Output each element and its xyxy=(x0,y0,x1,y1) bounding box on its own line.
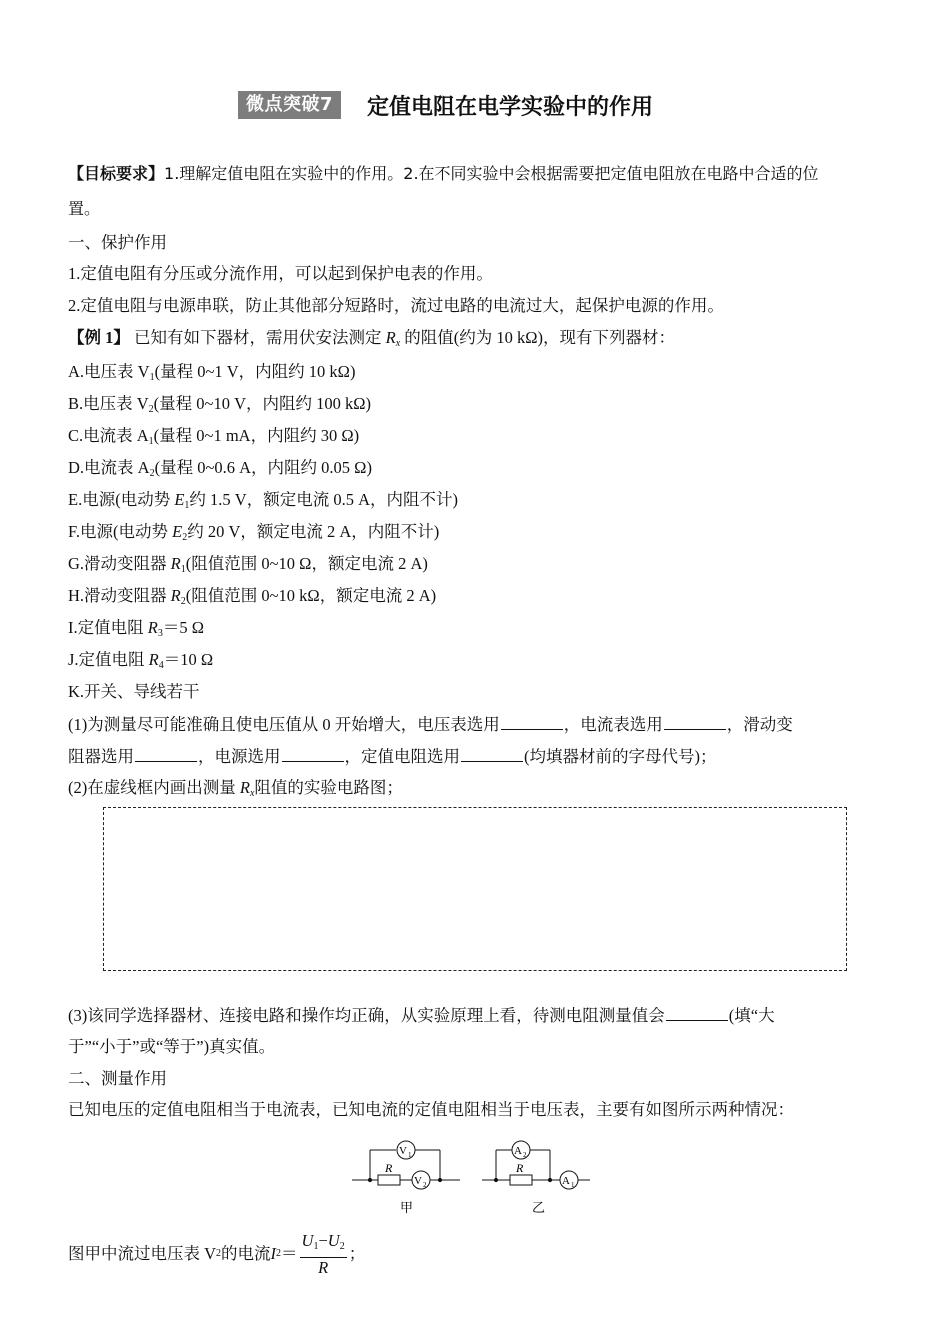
question-3-line-2: 于”“小于”或“等于”)真实值。 xyxy=(68,1037,276,1056)
item-D: D.电流表 $A_2$(量程 0~0.6 A，内阻约 0.05 Ω) xyxy=(68,458,372,479)
section1-point-2: 2.定值电阻与电源串联，防止其他部分短路时，流过电路的电流过大，起保护电源的作用。 xyxy=(68,296,724,315)
item-F: F.电源(电动势 $E_2$约 20 V，额定电流 2 A，内阻不计) xyxy=(68,522,440,543)
page-title: 定值电阻在电学实验中的作用 xyxy=(367,94,654,120)
item-E: E.电源(电动势 $E_1$约 1.5 V，额定电流 0.5 A，内阻不计) xyxy=(68,490,458,511)
var-x: x xyxy=(395,338,401,349)
section2-heading: 二、测量作用 xyxy=(68,1069,167,1088)
answer-blank-rheostat[interactable] xyxy=(135,745,197,762)
v1-label: V xyxy=(399,1145,407,1157)
answer-blank-ammeter[interactable] xyxy=(664,713,726,730)
question-1-line-1: (1)为测量尽可能准确且使电压值从 0 开始增大，电压表选用 ，电流表选用 ，滑动变 xyxy=(68,715,793,734)
goal-line-2: 置。 xyxy=(68,199,101,218)
svg-text:1: 1 xyxy=(571,1181,575,1189)
section1-point-1: 1.定值电阻有分压或分流作用，可以起到保护电表的作用。 xyxy=(68,264,493,283)
answer-blank-voltmeter[interactable] xyxy=(501,713,563,730)
example-intro-a: 已知有如下器材，需用伏安法测定 xyxy=(129,328,386,347)
circuit-figures xyxy=(350,1136,595,1220)
example-intro-b: 的阻值(约为 10 kΩ)，现有下列器材： xyxy=(400,328,676,347)
a1-label: A xyxy=(562,1175,570,1187)
example-tag: 【例 1】 xyxy=(68,328,130,347)
item-I: I.定值电阻 $R_3=5$ Ω xyxy=(68,618,204,639)
svg-text:1: 1 xyxy=(408,1151,412,1159)
item-C: C.电流表 $A_1$(量程 0~1 mA，内阻约 30 Ω) xyxy=(68,426,360,447)
goal-text-1: 1.理解定值电阻在实验中的作用。2.在不同实验中会根据需要把定值电阻放在电路中合适的位 xyxy=(164,164,819,183)
example-intro xyxy=(68,327,675,355)
item-J: J.定值电阻 $R_4=10$ Ω xyxy=(68,650,214,671)
current-fraction: $\frac{U_1-U_2}{R}$ xyxy=(301,1230,345,1277)
answer-blank-comparison[interactable] xyxy=(666,1004,728,1021)
svg-text:2: 2 xyxy=(523,1151,527,1159)
r-label-left: R xyxy=(385,1161,393,1175)
question-3-line-1: (3)该同学选择器材、连接电路和操作均正确，从实验原理上看，待测电阻测量值会 (填“大 xyxy=(68,1006,775,1025)
goal-line-1 xyxy=(68,163,819,185)
question-1-line-2: 阻器选用 ，电源选用 ，定值电阻选用 (均填器材前的字母代号)； xyxy=(68,747,717,766)
a2-label: A xyxy=(514,1145,522,1157)
section-badge: 微点突破7 xyxy=(238,91,341,119)
figure-label-yi: 乙 xyxy=(532,1200,546,1215)
item-G: G.滑动变阻器 $R_1$(阻值范围 0~10 Ω，额定电流 2 A) xyxy=(68,554,428,575)
goal-tag: 【目标要求】 xyxy=(68,164,165,183)
item-A: A.电压表 $V_1$(量程 0~1 V，内阻约 10 kΩ) xyxy=(68,362,356,383)
answer-blank-resistor[interactable] xyxy=(461,745,523,762)
answer-blank-source[interactable] xyxy=(282,745,344,762)
r-label-right: R xyxy=(516,1161,524,1175)
figure-label-jia: 甲 xyxy=(400,1200,414,1215)
formula-line: 图甲中流过电压表 V 2 的电流 I 2 ＝ $\frac{U_1-U_2}{R}$ ； xyxy=(68,1230,366,1277)
v2-label: V xyxy=(414,1175,422,1187)
section1-heading: 一、保护作用 xyxy=(68,233,167,252)
var-R: R xyxy=(385,328,396,347)
section2-paragraph: 已知电压的定值电阻相当于电流表，已知电流的定值电阻相当于电压表，主要有如图所示两种情况： xyxy=(68,1100,794,1119)
item-K: K.开关、导线若干 xyxy=(68,682,200,701)
svg-text:2: 2 xyxy=(423,1181,427,1189)
item-B: B.电压表 $V_2$(量程 0~10 V，内阻约 100 kΩ) xyxy=(68,394,372,415)
item-H: H.滑动变阻器 $R_2$(阻值范围 0~10 kΩ，额定电流 2 A) xyxy=(68,586,437,607)
resistor-r2-icon xyxy=(510,1175,532,1185)
question-2: (2)在虚线框内画出测量 $R_x$阻值的实验电路图； xyxy=(68,778,403,799)
resistor-r-icon xyxy=(378,1175,400,1185)
circuit-drawing-box[interactable] xyxy=(103,807,847,971)
title-row xyxy=(238,88,653,122)
